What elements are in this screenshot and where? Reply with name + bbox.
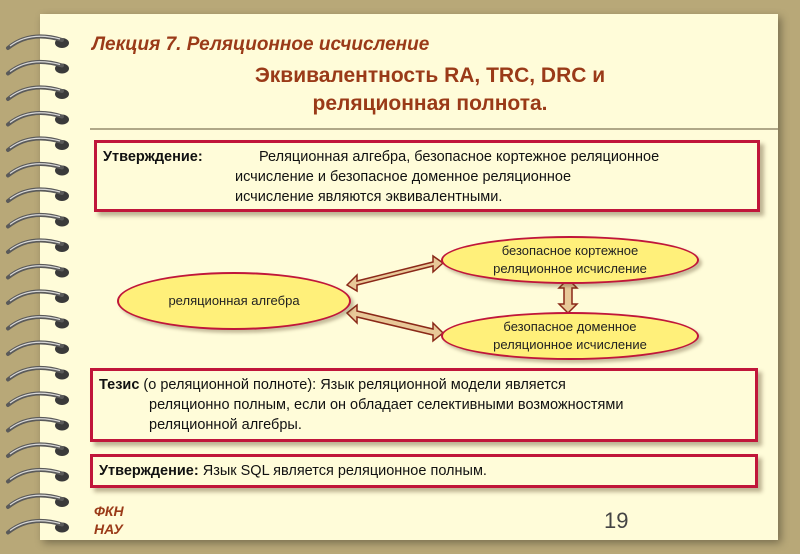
thesis-line-1: [99, 375, 566, 395]
tuple-label-line2: реляционное исчисление: [493, 261, 647, 276]
page-number: 19: [604, 508, 629, 533]
slide-title-line2: реляционная полнота.: [312, 92, 548, 115]
statement-line-2: исчисление и безопасное доменное реляционное: [235, 169, 572, 185]
arrow-algebra-domain: [347, 305, 443, 341]
statement2-line: [99, 461, 487, 481]
statement-label: Утверждение:: [103, 149, 203, 165]
domain-label-line2: реляционное исчисление: [493, 337, 647, 352]
ellipse-tuple-calculus: [441, 236, 699, 284]
thesis-label: Тезис: [99, 377, 140, 393]
thesis-box: [90, 368, 758, 442]
statement-line-3: исчисление являются эквивалентными.: [235, 189, 503, 205]
footer-line2: НАУ: [94, 521, 123, 537]
slide-title-line1: Эквивалентность RA, TRC, DRC и: [254, 64, 606, 87]
footer-org: [94, 502, 124, 538]
thesis-line-3: реляционной алгебры.: [149, 417, 302, 433]
arrow-tuple-domain: [559, 279, 577, 313]
domain-label-line1: безопасное доменное: [503, 319, 637, 334]
footer-line1: ФКН: [94, 503, 124, 519]
algebra-label: реляционная алгебра: [168, 293, 300, 308]
ellipse-domain-calculus: [441, 312, 699, 360]
statement2-label: Утверждение:: [99, 463, 199, 479]
lecture-title: Лекция 7. Реляционное исчисление: [92, 34, 430, 55]
statement2-text: Язык SQL является реляционное полным.: [198, 463, 487, 479]
thesis-line-1-text: (о реляционной полноте): Язык реляционной модели является: [139, 377, 566, 393]
statement-box-2: [90, 454, 758, 488]
statement-line-1: Реляционная алгебра, безопасное кортежное реляционное: [259, 149, 660, 165]
thesis-line-2: реляционно полным, если он обладает селективными возможностями: [149, 397, 624, 413]
ellipse-relational-algebra: [117, 272, 351, 330]
arrow-algebra-tuple: [347, 256, 443, 291]
tuple-label-line1: безопасное кортежное: [501, 243, 639, 258]
